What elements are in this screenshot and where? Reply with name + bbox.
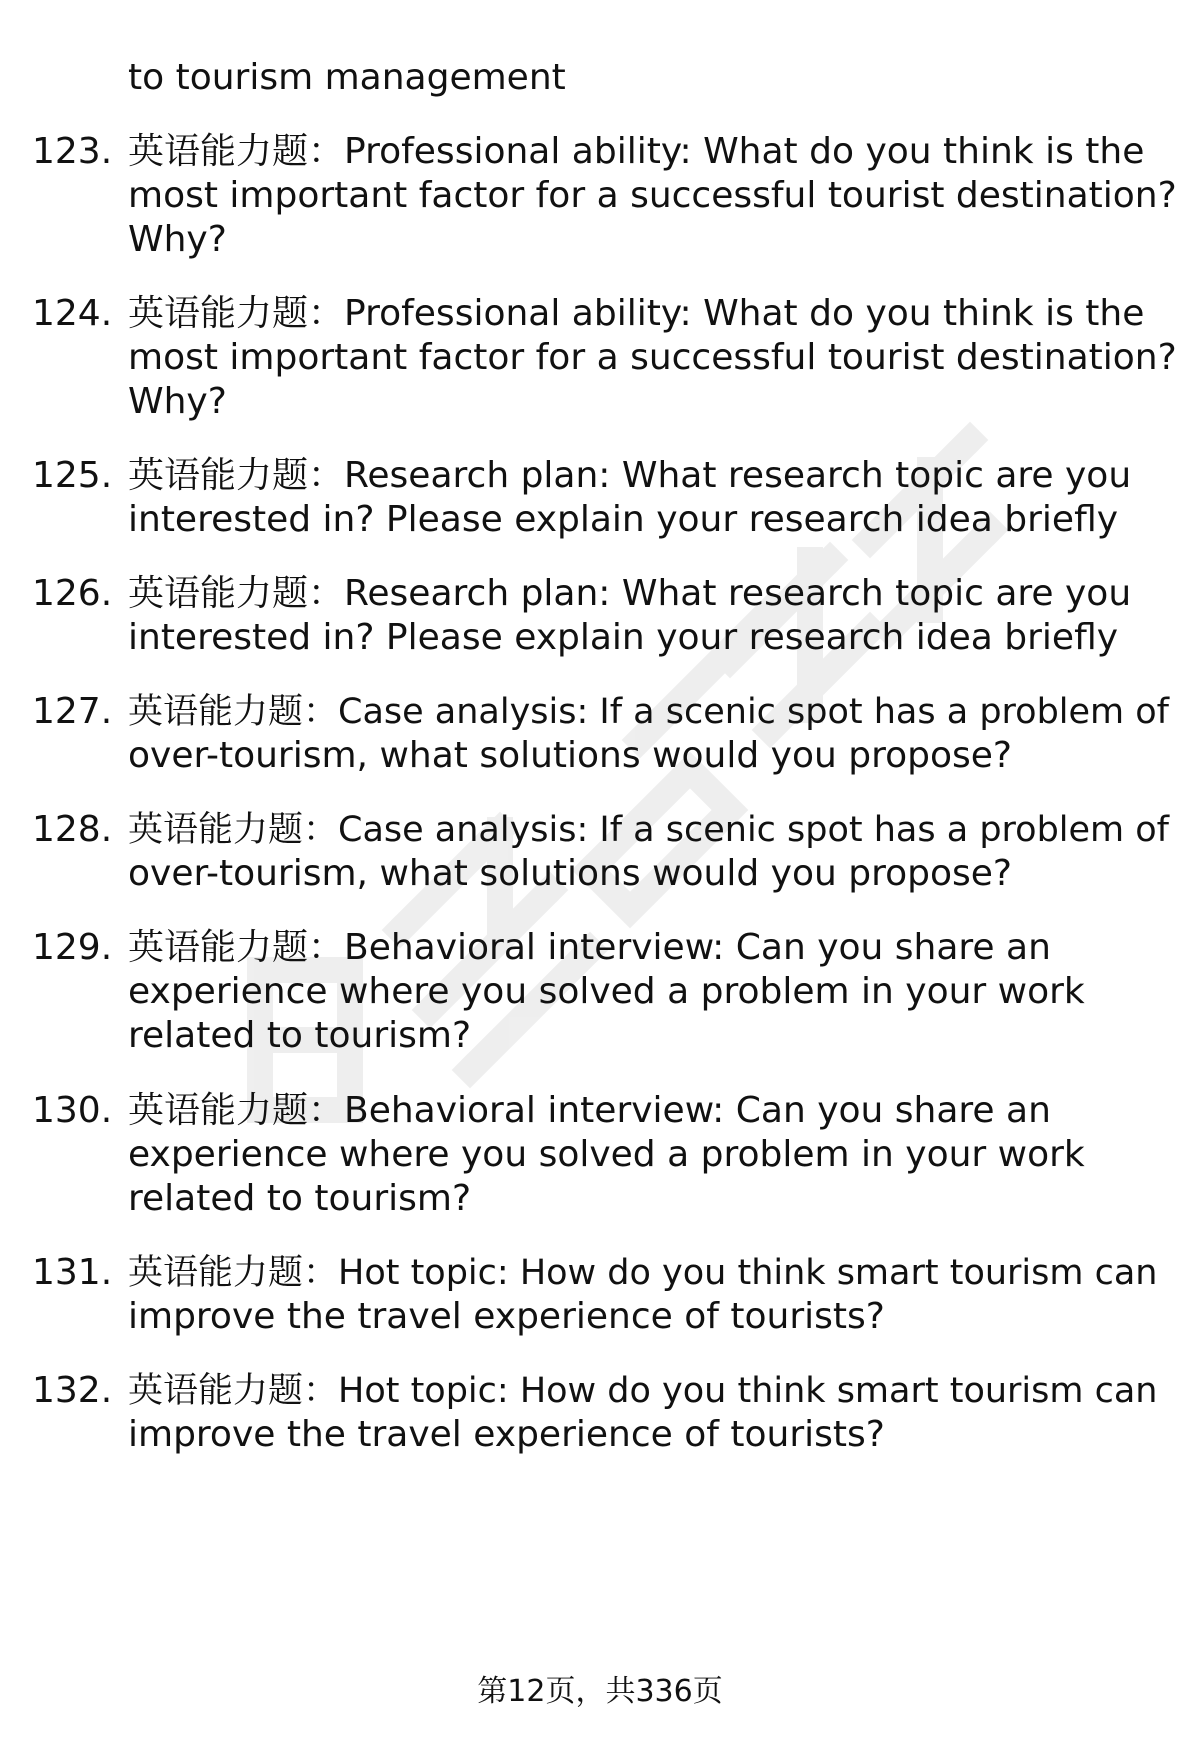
item-line: Why? <box>128 381 227 422</box>
item-line: most important factor for a successful tourist destination? <box>128 337 1177 378</box>
item-line: 英语能力题：Hot topic: How do you think smart tourism can <box>128 1253 1158 1293</box>
item-number: 123. <box>32 131 113 172</box>
item-number: 128. <box>32 809 113 850</box>
item-line: interested in? Please explain your research idea briefly <box>128 499 1119 540</box>
item-line: improve the travel experience of tourists? <box>128 1296 885 1337</box>
item-line: related to tourism? <box>128 1178 472 1219</box>
continuation-line: to tourism management <box>128 57 566 98</box>
item-line: interested in? Please explain your research idea briefly <box>128 617 1119 658</box>
item-number: 127. <box>32 691 113 732</box>
item-line: 英语能力题：Professional ability: What do you think is the <box>128 131 1145 172</box>
item-number: 125. <box>32 455 113 496</box>
item-number: 126. <box>32 573 113 614</box>
item-number: 130. <box>32 1090 113 1131</box>
item-line: experience where you solved a problem in your work <box>128 1134 1085 1175</box>
item-line: 英语能力题：Hot topic: How do you think smart tourism can <box>128 1371 1158 1411</box>
item-line: 英语能力题：Case analysis: If a scenic spot has a problem of <box>128 810 1169 850</box>
item-line: 英语能力题：Behavioral interview: Can you share an <box>128 927 1051 968</box>
item-number: 124. <box>32 293 113 334</box>
item-line: related to tourism? <box>128 1015 472 1056</box>
item-line: 英语能力题：Case analysis: If a scenic spot has a problem of <box>128 692 1169 732</box>
item-line: over-tourism, what solutions would you propose? <box>128 853 1013 894</box>
item-line: 英语能力题：Behavioral interview: Can you share an <box>128 1090 1051 1131</box>
item-line: 英语能力题：Research plan: What research topic are you <box>128 573 1132 614</box>
item-line: over-tourism, what solutions would you propose? <box>128 735 1013 776</box>
item-number: 129. <box>32 927 113 968</box>
item-line: most important factor for a successful tourist destination? <box>128 175 1177 216</box>
page-footer: 第12页，共336页 <box>477 1674 723 1709</box>
item-line: Why? <box>128 219 227 260</box>
item-line: improve the travel experience of tourists? <box>128 1414 885 1455</box>
item-line: 英语能力题：Professional ability: What do you think is the <box>128 293 1145 334</box>
item-number: 131. <box>32 1252 113 1293</box>
item-line: experience where you solved a problem in your work <box>128 971 1085 1012</box>
item-number: 132. <box>32 1370 113 1411</box>
item-line: 英语能力题：Research plan: What research topic are you <box>128 455 1132 496</box>
